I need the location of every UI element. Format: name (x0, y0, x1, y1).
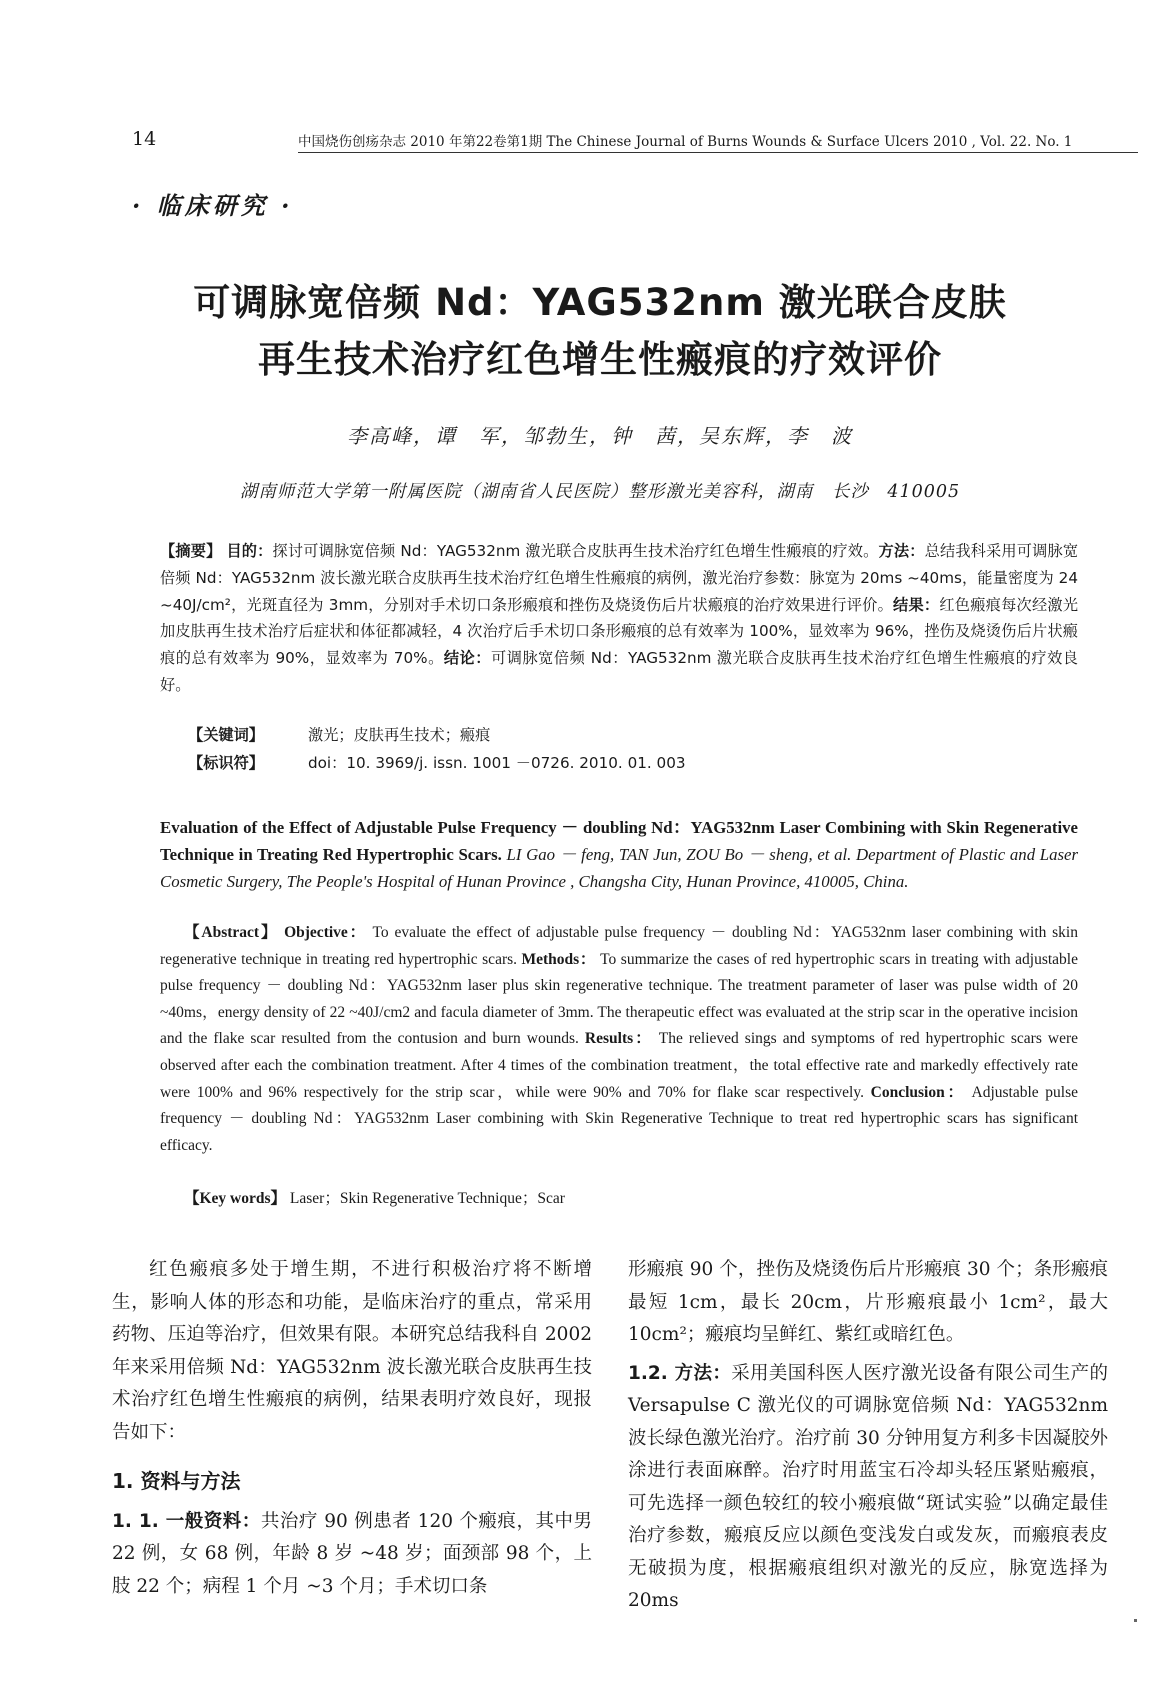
section-label: · 临床研究 · (132, 191, 294, 220)
results-en-text: The relieved sings and symptoms of red hypertrophic scars were observed after each the combination treatment. After 4 times of the combination treatment，the total effective rate and markedly effectively rate were 100% and 96% respectively for the strip scar，while were 90% and 70% for flake scar respectively. (160, 1030, 1079, 1101)
conclusion-label: 结论： (443, 649, 491, 668)
affiliation: 湖南师范大学第一附属医院（湖南省人民医院）整形激光美容科，湖南 长沙 410005 (239, 482, 961, 502)
authors: 李高峰，谭 军，邹勃生，钟 茜，吴东辉，李 波 (347, 424, 853, 448)
results-label: 结果： (893, 595, 940, 614)
text-1-2: 采用美国科医人医疗激光设备有限公司生产的 Versapulse C 激光仪的可调脉宽倍频 Nd：YAG532nm 波长绿色激光治疗。治疗前 30 分钟用复方利多卡因凝胶外涂进行表面麻醉。治疗时用蓝宝石冷却头轻压紧贴瘢痕，可先选择一颜色较红的较小瘢痕做“斑试实验”以确定最佳治疗参数，瘢痕反应以颜色变浅发白或发灰，而瘢痕表皮无破损为度，根据瘢痕组织对激光的反应，脉宽选择为 20ms (628, 1362, 1108, 1611)
page-number: 14 (132, 128, 157, 150)
text-1-1-right: 形瘢痕 90 个，挫伤及烧烫伤后片形瘢痕 30 个；条形瘢痕最短 1cm，最长 20cm，片形瘢痕最小 1cm²，最大 10cm²；瘢痕均呈鲜红、紫红或暗红色。 (628, 1259, 1108, 1345)
keywords-cn-row (188, 724, 490, 745)
text-1-1-left: 共治疗 90 例患者 120 个瘢痕，其中男 22 例，女 68 例，年龄 8 岁 ~48 岁；面颈部 98 个，上肢 22 个；病程 1 个月 ~3 个月；手术切口条 (112, 1510, 593, 1597)
methods-text: 总结我科采用可调脉宽倍频 Nd：YAG532nm 波长激光联合皮肤再生技术治疗红色增生性瘢痕的病例，激光治疗参数：脉宽为 20ms ~40ms，能量密度为 24 ~40J/cm²，光斑直径为 3mm，分别对手术切口条形瘢痕和挫伤及烧烫伤后片状瘢痕的治疗效果进行评价。 (160, 542, 1079, 614)
english-authors-affiliation: LI Gao － feng, TAN Jun, ZOU Bo － sheng, et al. Department of Plastic and Laser Cosmetic Surgery, The People's Hospital of Hunan Province , Changsha City, Hunan Province, 410005, China. (160, 845, 1078, 891)
english-title: Evaluation of the Effect of Adjustable Pulse Frequency － doubling Nd：YAG532nm Laser Combining with Skin Regenerative Technique in Treating Red Hypertrophic Scars. (160, 818, 1078, 864)
title-line-2: 再生技术治疗红色增生性瘢痕的疗效评价 (258, 338, 942, 381)
paragraph-1-1 (112, 1506, 592, 1604)
objective-label: 目的： (226, 542, 273, 560)
scan-speck (1134, 1619, 1137, 1622)
keywords-en-row (184, 1186, 565, 1208)
identifier-row (188, 752, 686, 773)
methods-label: 方法： (878, 542, 925, 560)
keywords-label: 【关键词】 (188, 726, 264, 744)
abstract-cn (160, 538, 1078, 699)
conclusion-en-label: Conclusion： (870, 1083, 966, 1101)
english-title-block (160, 814, 1078, 895)
body-column-right (628, 1254, 1108, 1618)
keywords-en-label: 【Key words】 (184, 1190, 287, 1207)
conclusion-text: 可调脉宽倍频 Nd：YAG532nm 激光联合皮肤再生技术治疗红色增生性瘢痕的疗效良好。 (160, 649, 1078, 694)
methods-en-label: Methods： (521, 950, 596, 968)
abstract-label: 【摘要】 (160, 542, 222, 560)
results-en-label: Results： (584, 1030, 653, 1048)
subheading-1-2: 1.2. 方法： (628, 1362, 732, 1384)
title-line-1: 可调脉宽倍频 Nd：YAG532nm 激光联合皮肤 (193, 281, 1007, 324)
section-heading-1: 1. 资料与方法 (112, 1469, 241, 1493)
subheading-1-1: 1. 1. 一般资料： (112, 1510, 261, 1532)
abstract-en (160, 920, 1078, 1159)
results-text: 红色瘢痕每次经激光加皮肤再生技术治疗后症状和体征都减轻，4 次治疗后手术切口条形瘢痕的总有效率为 100%，显效率为 96%，挫伤及烧烫伤后片状瘢痕的总有效率为 90%，显效率为 70%。 (160, 595, 1079, 668)
keywords-en-text: Laser；Skin Regenerative Technique；Scar (289, 1190, 565, 1207)
keywords-text: 激光；皮肤再生技术；瘢痕 (308, 726, 491, 744)
paragraph-1-2 (628, 1358, 1108, 1618)
methods-en-text: To summarize the cases of red hypertrophic scars in treating with adjustable pulse frequency － doubling Nd：YAG532nm laser plus skin regenerative technique. The treatment parameter of laser was pulse width of 20 ~40ms，energy density of 22 ~40J/cm2 and facula diameter of 3mm. The therapeutic effect was evaluated at the strip scar in the operative incision and the flake scar resulted from the contusion and burn wounds. (160, 950, 1078, 1048)
abstract-en-label: 【Abstract】 (184, 924, 279, 941)
objective-en-text: To evaluate the effect of adjustable pulse frequency － doubling Nd：YAG532nm laser combining with skin regenerative technique in treating red hypertrophic scars. (160, 924, 1078, 968)
body-column-left (112, 1254, 592, 1603)
doi-text: doi：10. 3969/j. issn. 1001 －0726. 2010. 01. 003 (308, 754, 686, 772)
intro-paragraph: 红色瘢痕多处于增生期，不进行积极治疗将不断增生，影响人体的形态和功能，是临床治疗的重点，常采用药物、压迫等治疗，但效果有限。本研究总结我科自 2002 年来采用倍频 Nd：YAG532nm 波长激光联合皮肤再生技术治疗红色增生性瘢痕的病例，结果表明疗效良好，现报告如下： (112, 1259, 592, 1443)
conclusion-en-text: Adjustable pulse frequency － doubling Nd：YAG532nm Laser combining with Skin Regenerative Technique to treat red hypertrophic scars has significant efficacy. (160, 1083, 1079, 1154)
running-head: 中国烧伤创疡杂志 2010 年第22卷第1期 The Chinese Journal of Burns Wounds & Surface Ulcers 2010 , Vol. 22. No. 1 (298, 130, 1138, 153)
objective-en-label: Objective： (284, 924, 368, 941)
objective-text: 探讨可调脉宽倍频 Nd：YAG532nm 激光联合皮肤再生技术治疗红色增生性瘢痕的疗效。 (272, 542, 879, 560)
identifier-label: 【标识符】 (188, 754, 264, 772)
